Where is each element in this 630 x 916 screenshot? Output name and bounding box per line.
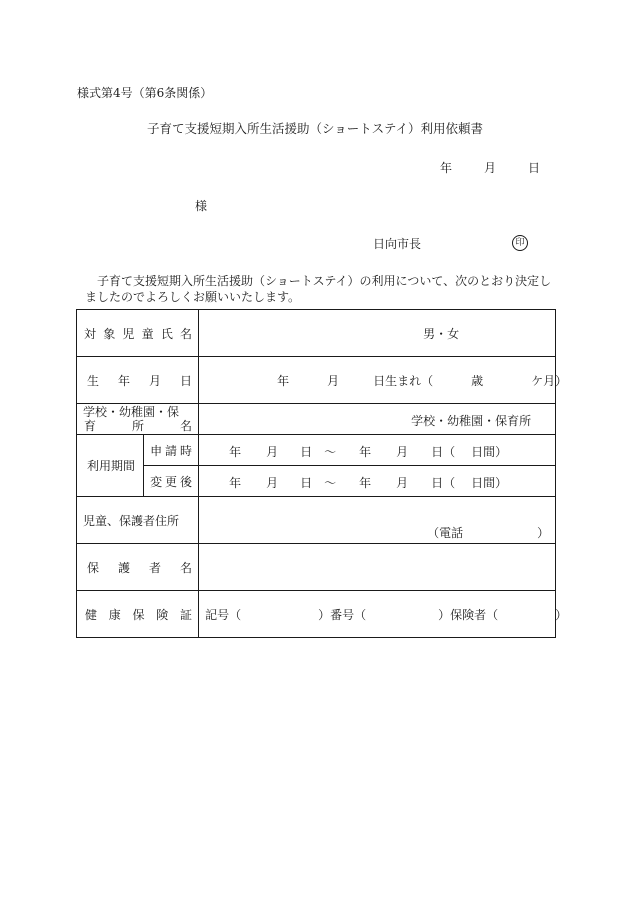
birth-label: 生 年 月 日 [77,357,199,404]
school-field[interactable]: 学校・幼稚園・保育所 [199,404,556,435]
recipient-suffix: 様 [195,199,208,213]
date-day: 日 [527,161,540,175]
body-text: 子育て支援短期入所生活援助（ショートステイ）の利用について、次のとおり決定しましたのでよろしくお願いいたします。 [85,274,552,304]
birth-field[interactable]: 年 月 日生まれ（ 歳 ケ月） [199,357,556,404]
insurance-label: 健 康 保 険 証 [77,591,199,638]
address-row [77,497,556,544]
request-form-table [76,309,568,638]
child-name-label: 対 象 児 童 氏 名 [77,310,199,357]
changed-period-field[interactable]: 年 月 日 ～ 年 月 日（ 日間） [199,466,556,497]
insurance-row [77,591,556,638]
guardian-name-field[interactable] [199,544,556,591]
date-line [440,161,540,175]
school-label: 学校・幼稚園・保 育 所 名 [77,404,199,435]
guardian-label: 保 護 者 名 [77,544,199,591]
birth-row [77,357,556,404]
seal-icon: 印 [512,235,528,251]
issuer-name: 日向市長 [373,237,422,251]
period-label: 利 用 期 間 [77,435,144,497]
applied-period-field[interactable]: 年 月 日 ～ 年 月 日（ 日間） [199,435,556,466]
address-label: 児童、保護者住所 [77,497,199,544]
date-year: 年 [440,161,453,175]
changed-label: 変 更 後 [144,466,199,497]
guardian-row [77,544,556,591]
form-number: 様式第4号（第6条関係） [77,86,213,100]
insurance-field[interactable]: 記号（ ）番号（ ）保険者（ ） [199,591,556,638]
child-name-row [77,310,556,357]
gender-option[interactable]: 男・女 [423,327,460,341]
child-name-field[interactable] [199,310,556,357]
period-applied-row [77,435,556,466]
date-month: 月 [483,161,496,175]
period-changed-row [77,466,556,497]
address-field[interactable]: （電話 ） [199,497,556,544]
applied-label: 申 請 時 [144,435,199,466]
document-title: 子育て支援短期入所生活援助（ショートステイ）利用依頼書 [146,121,483,136]
school-row [77,404,556,435]
